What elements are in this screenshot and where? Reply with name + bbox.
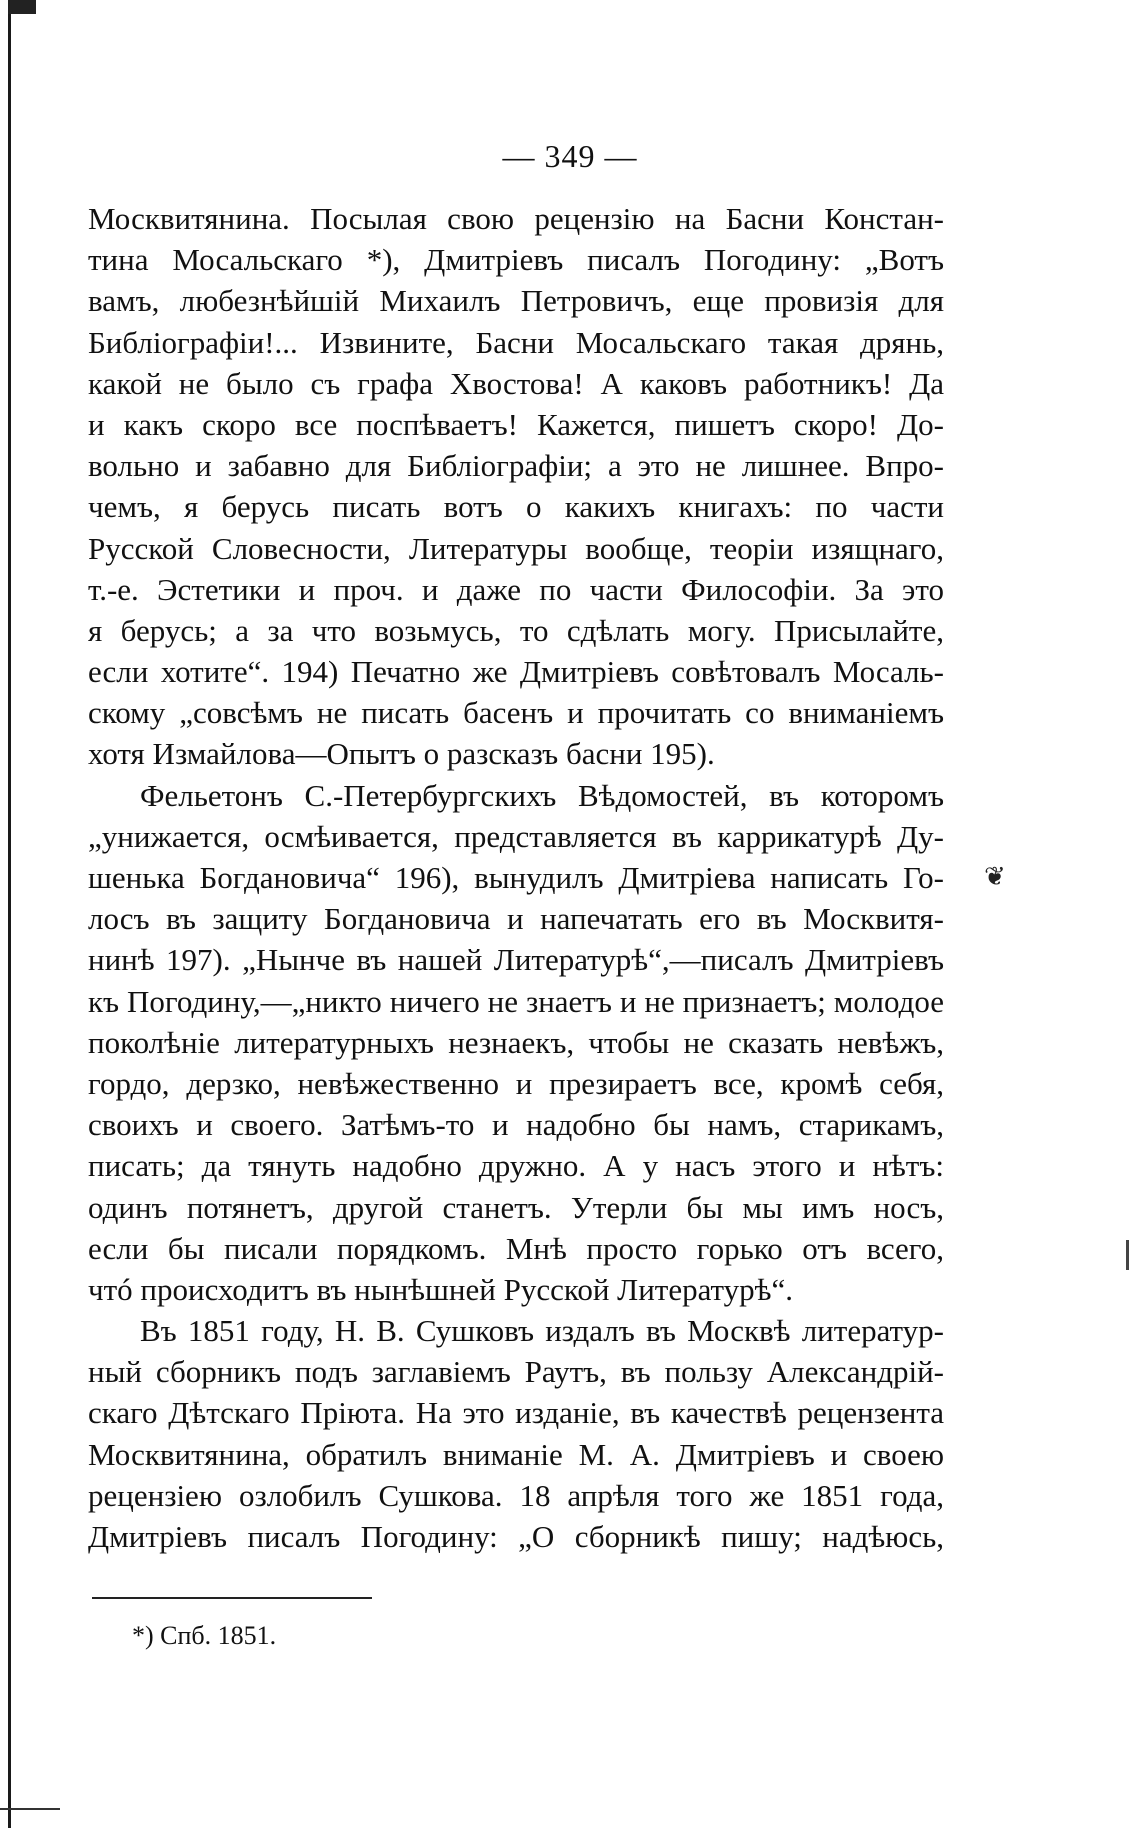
page-edge-left [8,0,11,1828]
text-line: скаго Дѣтскаго Пріюта. На это изданіе, въ качествѣ рецензента [88,1395,944,1431]
text-line: рецензіею озлобилъ Сушкова. 18 апрѣля того же 1851 года, [88,1477,944,1513]
footnote-rule [92,1597,372,1599]
text-line: гордо, дерзко, невѣжественно и презираетъ все, кромѣ себя, [88,1065,944,1101]
text-line: лосъ въ защиту Богдановича и напечатать его въ Москвитя- [88,901,944,937]
text-line: я берусь; а за что возьмусь, то сдѣлать могу. Присылайте, [88,612,944,648]
text-line: поколѣніе литературныхъ незнаекъ, чтобы не сказать невѣжъ, [88,1024,944,1060]
text-line: одинъ потянетъ, другой станетъ. Утерли бы мы имъ носъ, [88,1189,944,1225]
text-line: Библіографіи!... Извините, Басни Мосальскаго такая дрянь, [88,324,944,360]
text-line: нинѣ 197). „Нынче въ нашей Литературѣ“,—писалъ Дмитріевъ [88,942,944,978]
text-line: вольно и забавно для Библіографіи; а это не лишнее. Впро- [88,448,944,484]
text-line: скому „совсѣмъ не писать басенъ и прочитать со вниманіемъ [88,695,944,731]
text-line: хотя Измайлова—Опытъ о разсказъ басни 195). [88,736,715,772]
text-line: тина Мосальскаго *), Дмитріевъ писалъ Погодину: „Вотъ [88,242,944,278]
text-line: т.-е. Эстетики и проч. и даже по части Философіи. За это [88,571,944,607]
footnote: *) Спб. 1851. [132,1621,277,1650]
body-text [88,198,944,1557]
text-line: Въ 1851 году, Н. В. Сушковъ издалъ въ Москвѣ литератур- [140,1313,944,1349]
text-line: Москвитянина, обратилъ вниманіе М. А. Дмитріевъ и своею [88,1436,944,1472]
text-line: писать; да тянуть надобно дружно. А у насъ этого и нѣтъ: [88,1148,944,1184]
text-line: своихъ и своего. Затѣмъ-то и надобно бы намъ, старикамъ, [88,1107,944,1143]
page-number: — 349 — [502,138,638,174]
text-line: и какъ скоро все поспѣваетъ! Кажется, пишетъ скоро! До- [88,406,944,442]
text-line: чтó происходитъ въ нынѣшней Русской Литературѣ“. [88,1271,794,1307]
text-line: шенька Богдановича“ 196), вынудилъ Дмитріева написать Го- [88,860,944,895]
text-line: Москвитянина. Посылая свою рецензію на Басни Констан- [88,201,944,236]
text-line: къ Погодину,—„никто ничего не знаетъ и не признаетъ; молодое [88,983,944,1019]
text-line: если бы писали порядкомъ. Мнѣ просто горько отъ всего, [88,1230,944,1266]
text-line: какой не было съ графа Хвостова! А каковъ работникъ! Да [88,365,944,401]
text-line: Фельетонъ С.-Петербургскихъ Вѣдомостей, въ которомъ [140,777,944,813]
page-edge-corner [8,0,36,14]
text-line: если хотите“. 194) Печатно же Дмитріевъ совѣтовалъ Мосаль- [88,654,944,690]
margin-ornament: ❦ [984,862,1006,891]
text-line: Дмитріевъ писалъ Погодину: „О сборникѣ пишу; надѣюсь, [88,1519,944,1554]
text-line: чемъ, я берусь писать вотъ о какихъ книгахъ: по части [88,489,944,525]
page-edge-bottom [0,1808,60,1810]
text-line: „унижается, осмѣивается, представляется въ каррикатурѣ Ду- [88,818,944,854]
text-line: Русской Словесности, Литературы вообще, теоріи изящнаго, [88,530,944,566]
page-edge-mark [1126,1240,1129,1270]
text-line: вамъ, любезнѣйшій Михаилъ Петровичъ, еще провизія для [88,283,944,319]
text-line: ный сборникъ подъ заглавіемъ Раутъ, въ пользу Александрій- [88,1354,944,1390]
